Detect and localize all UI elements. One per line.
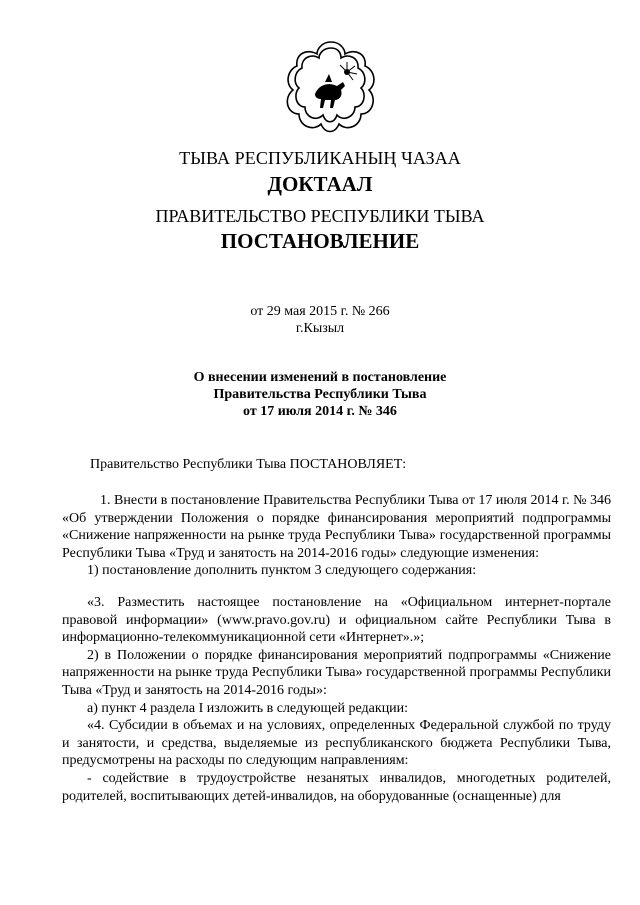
body-section-1 [62, 492, 611, 580]
title-line-3: от 17 июля 2014 г. № 346 [243, 404, 397, 419]
city: г.Кызыл [295, 321, 345, 336]
paragraph-5: а) пункт 4 раздела I изложить в следующей редакции: [87, 700, 409, 716]
government-heading: ПРАВИТЕЛЬСТВО РЕСПУБЛИКИ ТЫВА [155, 206, 485, 226]
paragraph-7: - содействие в трудоустройстве незанятых инвалидов, многодетных родителей, родителей, воспитывающих детей-инвалидов, на оборудованные (оснащенные) для [62, 770, 611, 804]
preamble: Правительство Республики Тыва ПОСТАНОВЛЯЕТ: [90, 457, 407, 472]
document-title [0, 369, 640, 420]
tyva-government-heading: ТЫВА РЕСПУБЛИКАНЫҢ ЧАЗАА [179, 148, 461, 168]
title-line-2: Правительства Республики Тыва [213, 387, 427, 402]
coat-of-arms-emblem [285, 38, 377, 136]
paragraph-1: 1. Внести в постановление Правительства Республики Тыва от 17 июля 2014 г. № 346 «Об утверждении Положения о порядке финансирования мероприятий подпрограммы «Снижение напряженности на рынке труда Республики Тыва» государственной программы Республики Тыва «Труд и занятость на 2014-2016 годы» следующие изменения: [62, 493, 611, 561]
paragraph-6: «4. Субсидии в объемах и на условиях, определенных Федеральной службой по труду и занятости, и средства, выделяемые из республиканского бюджета Республики Тыва, предусмотрены на расходы по следующим направлениям: [62, 718, 611, 769]
paragraph-4: 2) в Положении о порядке финансирования мероприятий подпрограммы «Снижение напряженности на рынке труда Республики Тыва» государственной программы Республики Тыва «Труд и занятость на 2014-2016 годы»: [62, 647, 611, 698]
paragraph-2: 1) постановление дополнить пунктом 3 следующего содержания: [87, 563, 477, 579]
decree-date-block [0, 303, 640, 337]
decree-heading: ПОСТАНОВЛЕНИЕ [220, 229, 420, 253]
tyva-decree-heading: ДОКТААЛ [267, 172, 373, 196]
body-section-2 [62, 594, 611, 805]
date-number: от 29 мая 2015 г. № 266 [250, 304, 390, 319]
paragraph-3: «3. Разместить настоящее постановление на «Официальном интернет-портале правовой информации» (www.pravo.gov.ru) и официальном сайте Республики Тыва в информационно-телекоммуникационной сети «Интернет».»; [62, 595, 611, 646]
title-line-1: О внесении изменений в постановление [193, 370, 447, 385]
